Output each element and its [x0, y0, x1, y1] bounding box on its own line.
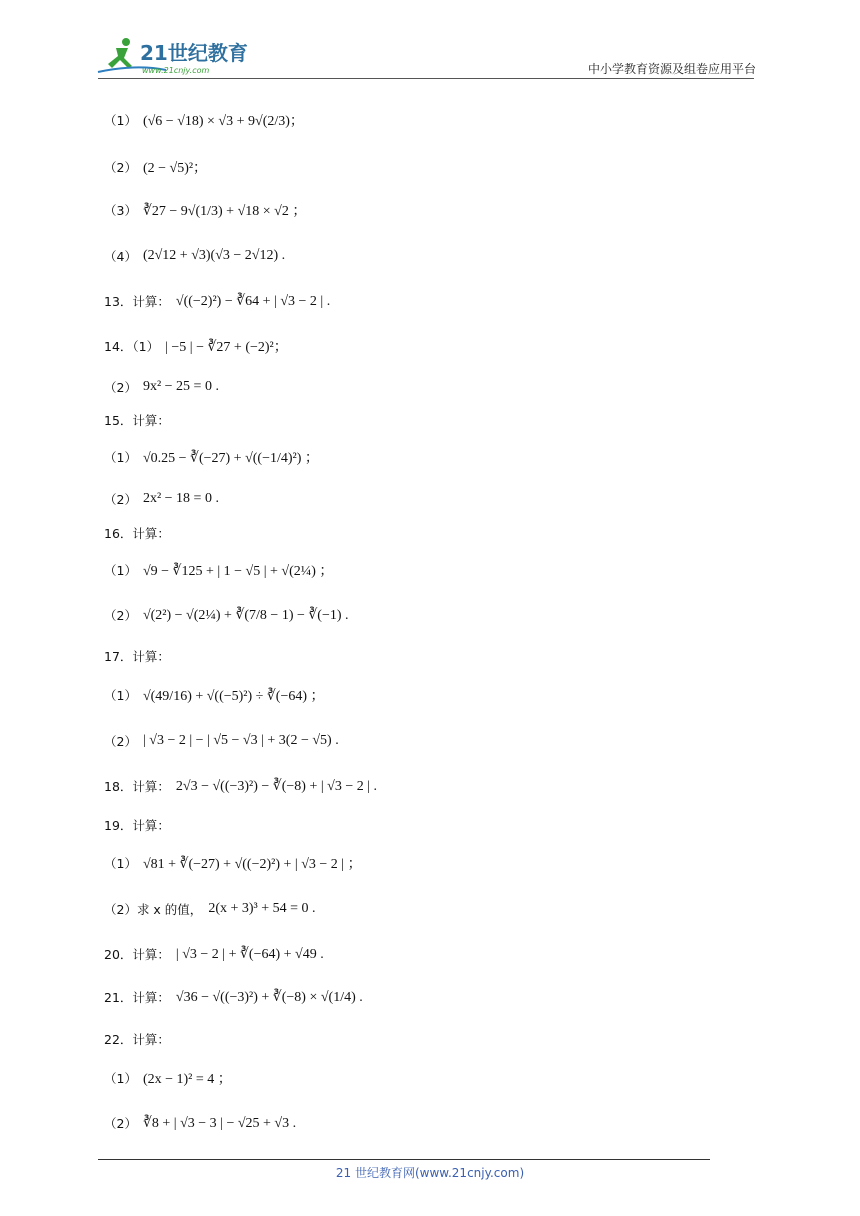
math-expression: ∛8 + | √3 − 3 | − √25 + √3 . [142, 1115, 297, 1131]
problem-label: 13．计算： [104, 294, 170, 309]
problem-line [104, 639, 176, 673]
math-expression: (2 − √5)²； [142, 161, 208, 176]
problem-line [104, 598, 349, 632]
problem-line [104, 516, 176, 550]
math-expression: | √3 − 2 | − | √5 − √3 | + 3(2 − √5) . [142, 733, 339, 748]
problem-line [104, 846, 362, 880]
problem-label: （2） [104, 492, 137, 507]
math-expression: ∛27 − 9√(1/3) + √18 × √2 ； [142, 204, 307, 219]
problem-line [104, 769, 377, 803]
math-expression: √81 + ∛(−27) + √((−2)²) + | √3 − 2 | ； [142, 857, 362, 872]
problem-line [104, 482, 219, 516]
problem-label: （2） [104, 380, 137, 395]
math-expression: √36 − √((−3)²) + ∛(−8) × √(1/4) . [175, 989, 363, 1005]
page-header [0, 0, 860, 80]
problem-label: （1） [104, 688, 137, 703]
problem-label: 14．（1） [104, 339, 160, 354]
problem-label: 21．计算： [104, 990, 170, 1005]
problem-line [104, 937, 324, 971]
problem-line [104, 193, 306, 227]
problem-line [104, 329, 288, 363]
math-expression: 9x² − 25 = 0 . [142, 379, 219, 394]
math-expression: (2x − 1)² = 4 ； [142, 1072, 232, 1087]
problem-label: 18．计算： [104, 779, 170, 794]
math-expression: | √3 − 2 | + ∛(−64) + √49 . [175, 946, 324, 962]
platform-title: 中小学教育资源及组卷应用平台 [587, 62, 756, 76]
footer-divider [98, 1159, 710, 1160]
problem-label: 15．计算： [104, 413, 170, 428]
problem-line [104, 440, 319, 474]
problem-line [104, 284, 330, 318]
problem-line [104, 980, 363, 1014]
problem-line [104, 1022, 176, 1056]
math-expression: √9 − ∛125 + | 1 − √5 | + √(2¼) ； [142, 564, 334, 579]
problem-line [104, 239, 285, 273]
problem-label: 19．计算： [104, 818, 170, 833]
math-expression: | −5 | − ∛27 + (−2)²； [165, 340, 288, 355]
problem-label: （1） [104, 856, 137, 871]
problem-label: 16．计算： [104, 526, 170, 541]
header-divider [98, 78, 754, 79]
math-expression: 2√3 − √((−3)²) − ∛(−8) + | √3 − 2 | . [175, 778, 378, 794]
problem-line [104, 553, 333, 587]
math-expression: 2(x + 3)³ + 54 = 0 . [208, 901, 316, 916]
logo-text: 21世纪教育 [140, 41, 248, 65]
math-expression: √(2²) − √(2¼) + ∛(7/8 − 1) − ∛(−1) . [142, 607, 349, 623]
problem-label: （2）求 x 的值， [104, 902, 203, 917]
site-logo [96, 34, 256, 78]
problem-label: （2） [104, 608, 137, 623]
math-expression: √((−2)²) − ∛64 + | √3 − 2 | . [175, 293, 331, 309]
problem-line [104, 103, 304, 137]
math-expression: √(49/16) + √((−5)²) ÷ ∛(−64) ； [142, 689, 325, 704]
problem-line [104, 403, 176, 437]
problem-line [104, 724, 339, 758]
problem-label: （2） [104, 734, 137, 749]
problem-label: （1） [104, 1071, 137, 1086]
problem-line [104, 370, 219, 404]
footer-text[interactable]: 21 世纪教育网(www.21cnjy.com) [335, 1166, 525, 1180]
problem-label: （1） [104, 563, 137, 578]
math-expression: √0.25 − ∛(−27) + √((−1/4)²) ； [142, 451, 319, 466]
logo-url-text: www.21cnjy.com [142, 66, 210, 75]
math-expression: 2x² − 18 = 0 . [142, 491, 219, 506]
problem-label: （2） [104, 160, 137, 175]
problem-label: 22．计算： [104, 1032, 170, 1047]
problem-label: 17．计算： [104, 649, 170, 664]
runner-logo-icon [96, 34, 256, 78]
problem-label: （1） [104, 450, 137, 465]
problem-line [104, 892, 316, 926]
problem-label: （2） [104, 1116, 137, 1131]
problem-label: （1） [104, 113, 137, 128]
problem-line [104, 150, 207, 184]
problem-line [104, 678, 325, 712]
problem-label: （4） [104, 249, 137, 264]
problem-label: （3） [104, 203, 137, 218]
problem-line [104, 808, 176, 842]
problem-line [104, 1061, 232, 1095]
math-expression: (2√12 + √3)(√3 − 2√12) . [142, 248, 286, 263]
math-expression: (√6 − √18) × √3 + 9√(2/3)； [142, 114, 304, 129]
problem-line [104, 1106, 296, 1140]
problem-label: 20．计算： [104, 947, 170, 962]
